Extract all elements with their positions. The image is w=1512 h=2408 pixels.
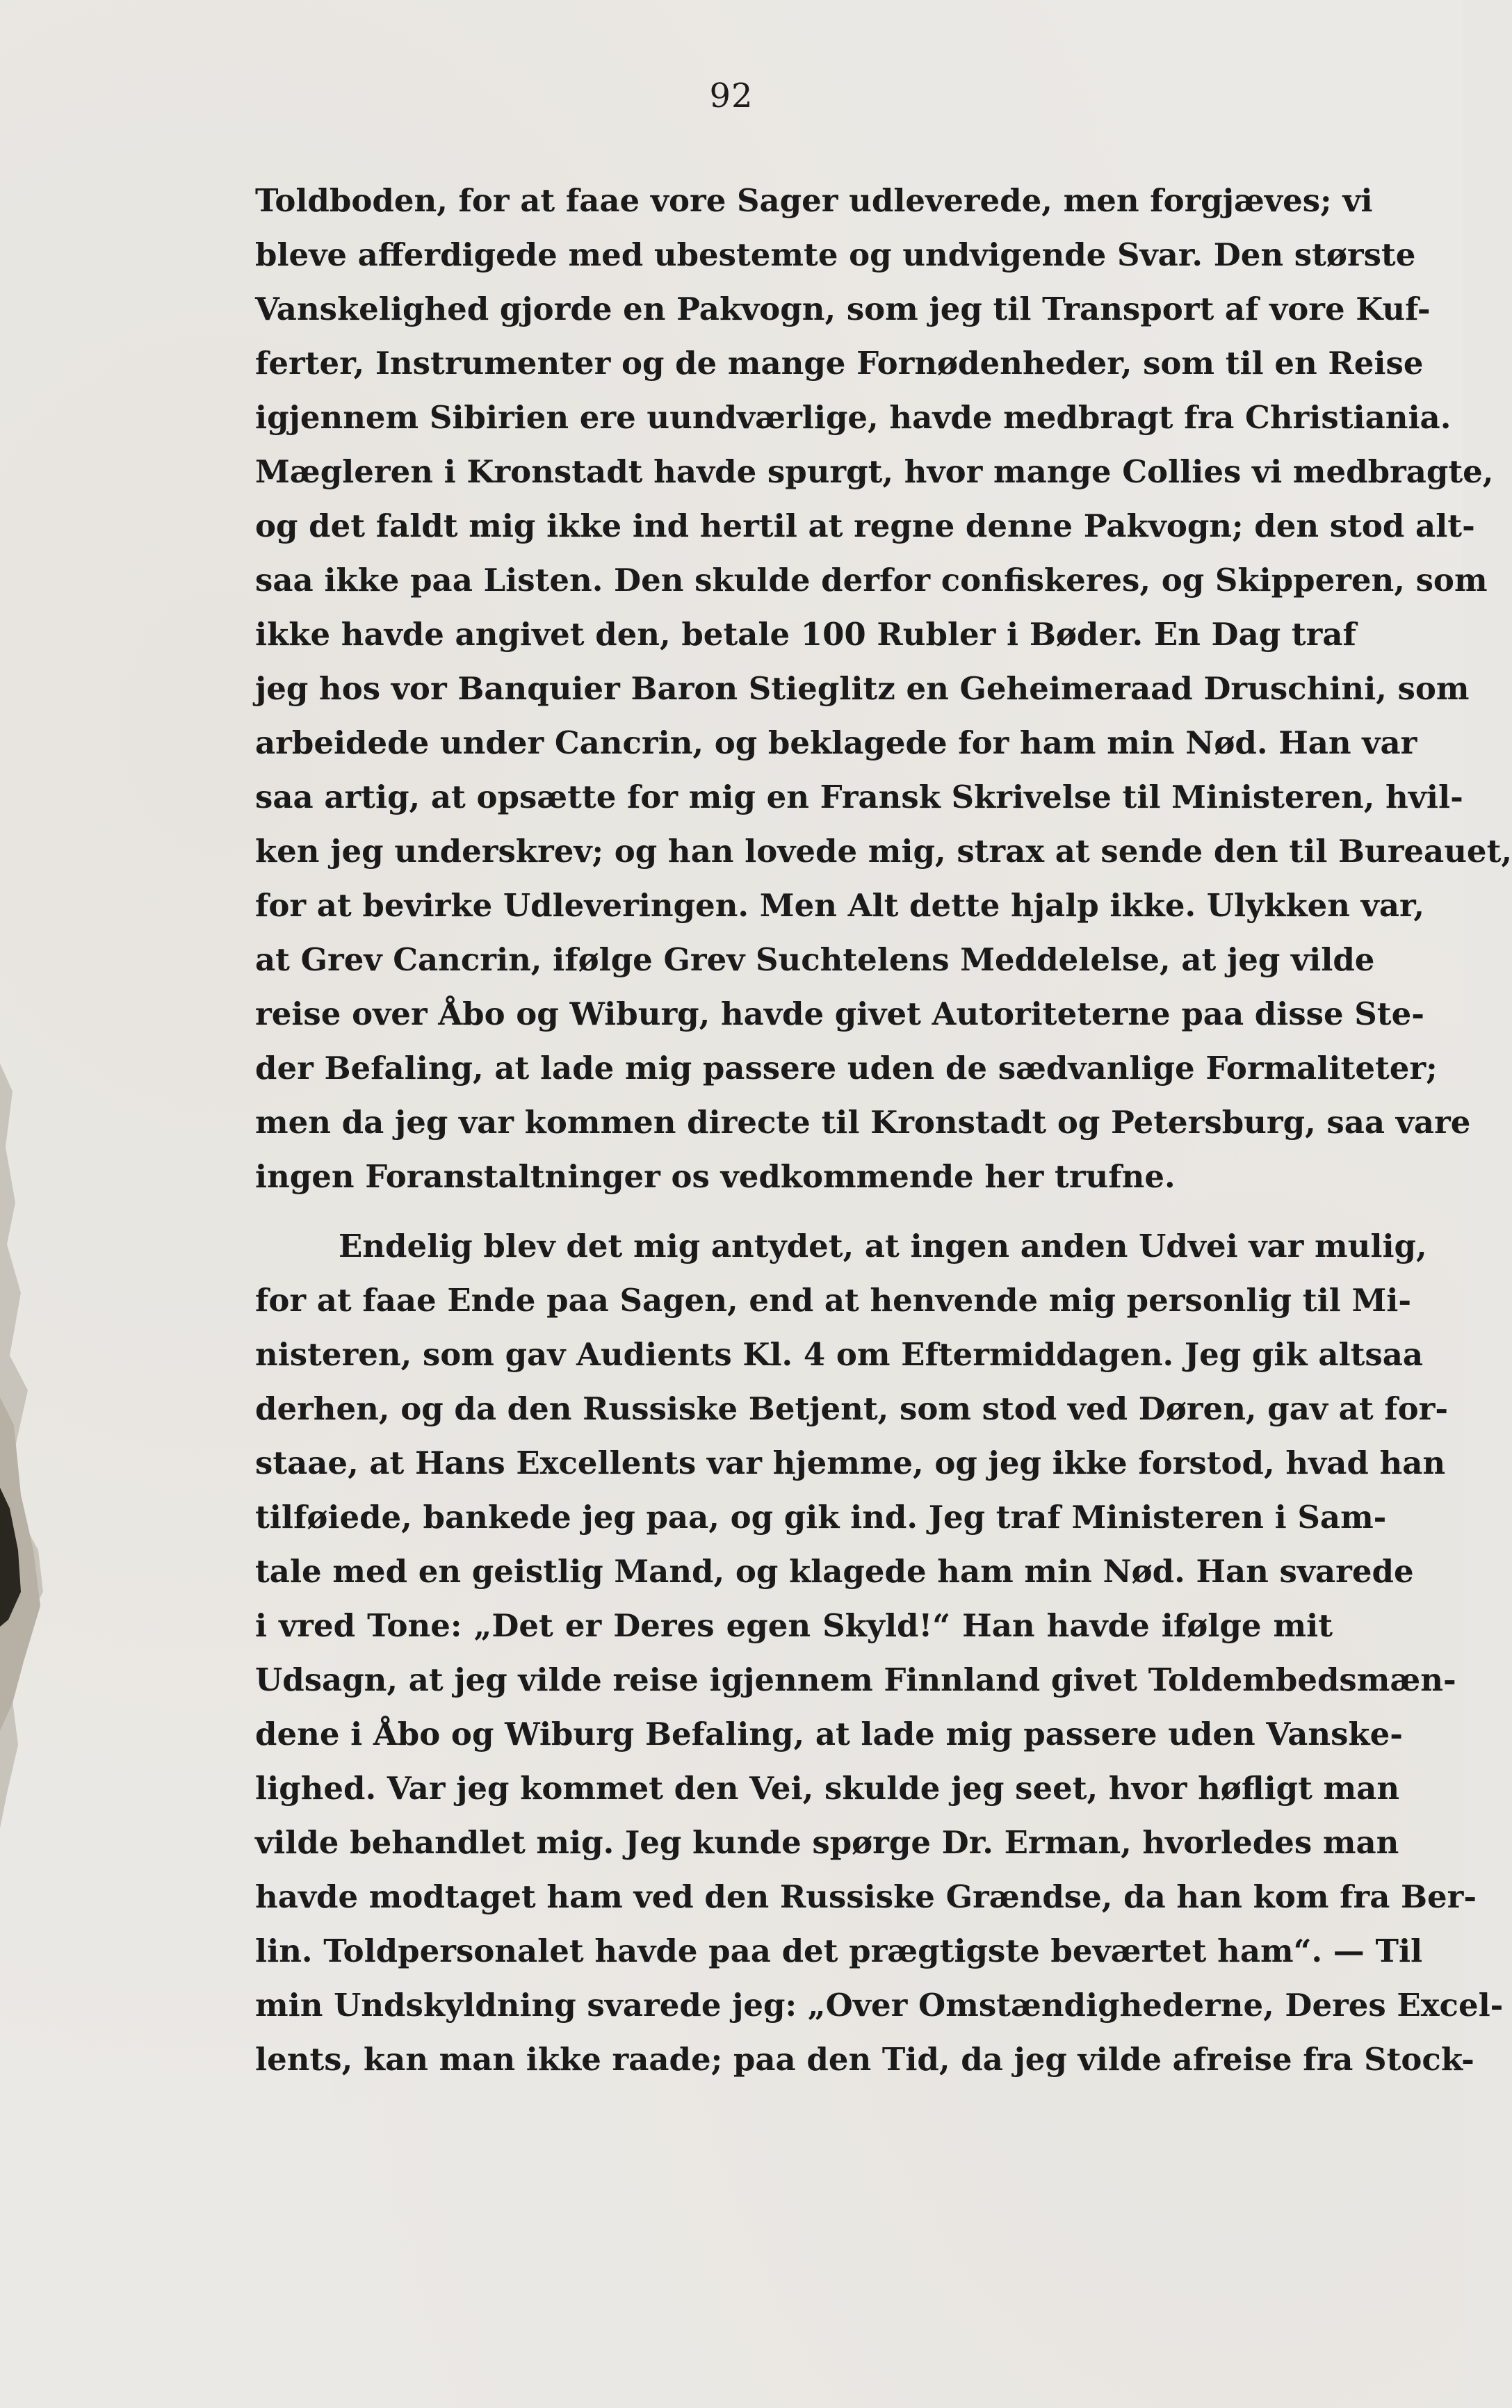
text-line: saa artig, at opsætte for mig en Fransk Skrivelse til Ministeren, hvil- xyxy=(255,779,1463,815)
text-line: Endelig blev det mig antydet, at ingen anden Udvei var mulig, xyxy=(339,1228,1427,1264)
text-line: Udsagn, at jeg vilde reise igjennem Finnland givet Toldembedsmæn- xyxy=(255,1661,1456,1698)
text-line: ikke havde angivet den, betale 100 Rubler i Bøder. En Dag traf xyxy=(255,616,1356,653)
text-line: staae, at Hans Excellents var hjemme, og jeg ikke forstod, hvad han xyxy=(255,1445,1446,1481)
text-line: vilde behandlet mig. Jeg kunde spørge Dr. Erman, hvorledes man xyxy=(255,1824,1399,1861)
text-line: for at bevirke Udleveringen. Men Alt dette hjalp ikke. Ulykken var, xyxy=(255,887,1425,924)
text-line: min Undskyldning svarede jeg: „Over Omstændighederne, Deres Excel- xyxy=(255,1987,1504,2024)
paragraph-1 xyxy=(255,174,1512,1204)
text-line: at Grev Cancrin, ifølge Grev Suchtelens Meddelelse, at jeg vilde xyxy=(255,941,1375,978)
text-line: ferter, Instrumenter og de mange Fornødenheder, som til en Reise xyxy=(255,345,1424,382)
text-line: saa ikke paa Listen. Den skulde derfor confiskeres, og Skipperen, som xyxy=(255,562,1488,599)
text-line: i vred Tone: „Det er Deres egen Skyld!“ Han havde ifølge mit xyxy=(255,1607,1333,1644)
text-line: og det faldt mig ikke ind hertil at regne denne Pakvogn; den stod alt- xyxy=(255,507,1475,544)
text-line: ken jeg underskrev; og han lovede mig, strax at sende den til Bureauet, xyxy=(255,833,1512,870)
text-line: arbeidede under Cancrin, og beklagede for ham min Nød. Han var xyxy=(255,724,1417,761)
text-line: der Befaling, at lade mig passere uden de sædvanlige Formaliteter; xyxy=(255,1050,1438,1087)
page-number: 92 xyxy=(709,76,754,115)
text-line: Vanskelighed gjorde en Pakvogn, som jeg til Transport af vore Kuf- xyxy=(255,291,1431,327)
text-line: reise over Åbo og Wiburg, havde givet Autoriteterne paa disse Ste- xyxy=(255,995,1424,1032)
text-line: lighed. Var jeg kommet den Vei, skulde jeg seet, hvor høfligt man xyxy=(255,1770,1400,1807)
paragraph-2 xyxy=(255,1219,1504,2087)
text-line: igjennem Sibirien ere uundværlige, havde medbragt fra Christiania. xyxy=(255,399,1452,436)
text-line: bleve afferdigede med ubestemte og undvigende Svar. Den største xyxy=(255,236,1416,273)
text-line: men da jeg var kommen directe til Kronstadt og Petersburg, saa vare xyxy=(255,1104,1471,1141)
text-line: derhen, og da den Russiske Betjent, som stod ved Døren, gav at for- xyxy=(255,1390,1449,1427)
body-text xyxy=(255,174,1512,2087)
text-line: ingen Foranstaltninger os vedkommende her trufne. xyxy=(255,1158,1176,1195)
text-line: havde modtaget ham ved den Russiske Grændse, da han kom fra Ber- xyxy=(255,1878,1477,1915)
torn-left-edge xyxy=(0,1064,63,1828)
text-line: dene i Åbo og Wiburg Befaling, at lade mig passere uden Vanske- xyxy=(255,1716,1403,1752)
text-line: jeg hos vor Banquier Baron Stieglitz en Geheimeraad Druschini, som xyxy=(255,670,1470,707)
text-line: Mægleren i Kronstadt havde spurgt, hvor mange Collies vi medbragte, xyxy=(255,453,1494,490)
text-line: tilføiede, bankede jeg paa, og gik ind. Jeg traf Ministeren i Sam- xyxy=(255,1499,1387,1536)
text-line: lents, kan man ikke raade; paa den Tid, da jeg vilde afreise fra Stock- xyxy=(255,2041,1474,2078)
text-line: nisteren, som gav Audients Kl. 4 om Eftermiddagen. Jeg gik altsaa xyxy=(255,1336,1424,1373)
text-line: tale med en geistlig Mand, og klagede ham min Nød. Han svarede xyxy=(255,1553,1414,1590)
text-line: Toldboden, for at faae vore Sager udleverede, men forgjæves; vi xyxy=(255,182,1373,219)
text-line: for at faae Ende paa Sagen, end at henvende mig personlig til Mi- xyxy=(255,1282,1412,1319)
text-line: lin. Toldpersonalet havde paa det prægtigste beværtet ham“. — Til xyxy=(255,1933,1423,1969)
